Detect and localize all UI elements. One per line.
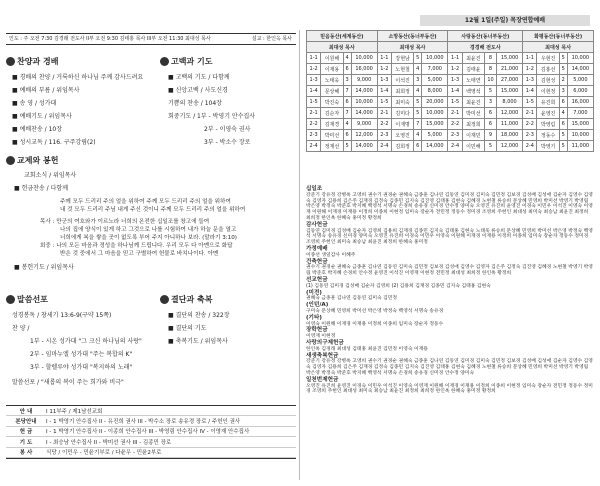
offering-heading: 새생축복헌금 — [306, 352, 339, 359]
preacher: 설교 : 한인옥 목사 — [251, 36, 292, 42]
giving-cell: 유진희 — [537, 97, 559, 108]
offering-heading: 십일조 — [306, 186, 323, 192]
giving-cell: 이재명 — [391, 119, 413, 130]
bullet-icon — [6, 156, 15, 165]
service-roles-table — [6, 405, 296, 459]
giving-cell: 1-3 — [448, 75, 462, 86]
date-title: 12월 1일(주일) 목장연합예배 — [420, 15, 590, 26]
verse-line: 회중 : 나의 모든 마음과 정성을 하나님께 드립니다. 우리 모두 다 아멘으로 화답 — [40, 243, 233, 249]
offering-names: 김동연 김미경 김성배 김순자 김영희 김용희 김재경 김종민 김지숙 김태홍 김현숙 노태욱 류승희 문상혜 민영희 박미선 박은영 박정숙 백영석 서명숙 송유경 신미경 양미숙 오영진 유진희 이경숙 이민우 이영숙 이원해 이재경 이재용 이정희 이종희 임미숙 장순자 정동수 정미경 조영희 주헌인 최미숙 최승남 최윤진 최정희 한혜숙 홍미정 — [306, 228, 593, 246]
group-header: 사랑동산(동너부동산) — [448, 31, 523, 42]
giving-cell: 1-2 — [523, 64, 537, 75]
section-blessing-title: 결단과 축복 — [160, 294, 212, 305]
praise-item: ■ 송 영 / 성가대 — [12, 100, 57, 107]
giving-cell: 최희정 — [391, 86, 413, 97]
giving-cell: 1-1 — [523, 53, 537, 64]
giving-row — [307, 130, 594, 141]
pastor-header: 최대성 목사 — [377, 42, 448, 53]
column-divider — [299, 30, 300, 480]
bullet-icon — [160, 295, 169, 304]
giving-cell: 김홍선 — [537, 64, 559, 75]
offering-list — [306, 186, 594, 395]
giving-cell: 5 — [559, 53, 567, 64]
giving-cell: 7,000 — [422, 64, 448, 75]
offering-names: (1) 김동연 김미경 김성배 김순자 김영희 (2) 김용희 김재경 김종민 김지숙 김태홍 김현숙 — [306, 283, 491, 289]
giving-cell: 12,000 — [497, 108, 523, 119]
giving-cell: 최윤진 — [462, 97, 484, 108]
offering-names: 이종선 생일감사 이혜주 — [306, 252, 356, 258]
giving-cell: 1-5 — [523, 97, 537, 108]
giving-cell: 5 — [414, 53, 422, 64]
giving-cell: 1-2 — [377, 64, 391, 75]
giving-cell: 박영림 — [537, 119, 559, 130]
giving-cell: 7,000 — [567, 108, 593, 119]
giving-cell: 1-5 — [307, 97, 321, 108]
giving-cell: 7 — [343, 108, 351, 119]
offering-names: 이영숙 이원해 이재경 이재용 이정희 이종희 임미숙 장순자 정동수 — [306, 321, 444, 327]
giving-cell: 이재민 — [462, 130, 484, 141]
role-row: 헌 금 I - 1 박영기 안수집사 II - 이종희 안수집사 III - 박영림 안수집사 IV - 이영재 안수집사 — [6, 427, 296, 437]
giving-cell: 2-2 — [307, 119, 321, 130]
giving-cell: 12,000 — [497, 141, 523, 152]
giving-cell: 20,000 — [422, 97, 448, 108]
giving-row — [307, 119, 594, 130]
giving-row — [307, 64, 594, 75]
giving-cell: 9,000 — [351, 75, 377, 86]
giving-cell: 1-1 — [448, 53, 462, 64]
offering-heading: 건축헌금 — [306, 258, 328, 265]
verse-line: 목사 : 만군의 여호와가 이르노라 너희의 온전한 십일조를 창고에 들여 — [40, 219, 210, 225]
giving-cell: 15,000 — [567, 119, 593, 130]
giving-cell: 박미선 — [321, 130, 343, 141]
service-leaders: 인도 : 주 오전 7:30 김경래 전도사 II부 오전 9:30 김태홍 목사 III부 오전 11:30 최대성 목사 — [9, 36, 211, 42]
giving-cell: 박미선 — [462, 108, 484, 119]
word-item: 성경봉독 / 창세기 13:6-9(구약 15쪽) — [12, 312, 112, 319]
prayer-item: 2부 - 이영숙 권사 — [204, 126, 251, 133]
giving-row — [307, 141, 594, 152]
giving-cell: 7 — [343, 86, 351, 97]
giving-cell: 14,000 — [351, 86, 377, 97]
giving-cell: 6 — [343, 97, 351, 108]
offering-names: 구미숙 문상혜 민영희 박미선 박은영 박정숙 백영석 서명숙 송유경 — [306, 308, 444, 314]
giving-cell: 5 — [485, 86, 497, 97]
giving-cell: 이민해 — [462, 141, 484, 152]
giving-cell: 15,000 — [422, 119, 448, 130]
bullet-icon — [6, 57, 15, 66]
offering-heading: (기타) — [306, 314, 322, 321]
giving-cell: 2-1 — [377, 108, 391, 119]
giving-cell: 박진숙 — [321, 97, 343, 108]
giving-cell: 8 — [485, 53, 497, 64]
verse-line: 너희에게 복을 쌓을 곳이 없도록 부어 주지 아니하나 보라. (말라기 3:10) — [60, 235, 237, 241]
praise-item: ■ 성시교독 / 116. 구주강림(2) — [12, 139, 96, 146]
pastor-header: 최대성 목사 — [523, 42, 594, 53]
giving-cell: 8 — [485, 64, 497, 75]
giving-row — [307, 97, 594, 108]
giving-cell: 5 — [559, 130, 567, 141]
giving-cell: 우현진 — [537, 53, 559, 64]
offering-heading: 일천번제헌금 — [306, 376, 339, 383]
giving-cell: 김현성 — [537, 75, 559, 86]
giving-cell: 6 — [343, 130, 351, 141]
giving-cell: 5 — [343, 141, 351, 152]
praise-item: ■ 예배찬송 / 10장 — [12, 126, 63, 133]
giving-cell: 2-4 — [448, 141, 462, 152]
giving-cell: 윤영진 — [537, 108, 559, 119]
word-item: 2부 - 임마누엘 성가대 "주는 복합의 K" — [30, 351, 133, 358]
giving-cell: 2-3 — [307, 130, 321, 141]
giving-cell: 5,000 — [567, 75, 593, 86]
group-header: 화평동산(동너부동산) — [523, 31, 594, 42]
offering-heading: 선교헌금 — [306, 276, 328, 283]
giving-cell: 4 — [559, 108, 567, 119]
giving-cell: 2-4 — [307, 141, 321, 152]
giving-cell: 2-2 — [377, 119, 391, 130]
giving-cell: 김희정 — [391, 141, 413, 152]
prayer-item: 기쁨의 찬송 / 104장 — [168, 100, 222, 107]
giving-cell: 14,000 — [422, 141, 448, 152]
prayer-item: 3부 - 박소수 장로 — [204, 139, 251, 146]
left-panel — [0, 0, 298, 486]
giving-cell: 10 — [485, 75, 497, 86]
giving-cell: 1-4 — [523, 86, 537, 97]
giving-cell: 2-1 — [448, 108, 462, 119]
giving-table — [306, 30, 594, 152]
giving-cell: 2-3 — [523, 130, 537, 141]
giving-cell: 11,000 — [567, 141, 593, 152]
role-row: 봉 사 식당 / 이민우 - 민윤기부로 / 다윤우 - 민윤2부로 — [6, 448, 296, 458]
giving-cell: 문상혜 — [321, 86, 343, 97]
praise-item: ■ 예배의 부름 / 위임목사 — [12, 87, 80, 94]
giving-cell: 박영기 — [537, 141, 559, 152]
word-item: 찬 양 / — [12, 325, 30, 332]
giving-cell: 2-2 — [523, 119, 537, 130]
giving-cell: 4 — [414, 130, 422, 141]
hymn-line: 내 것 모두 드리리 주님 내게 주신 것이니 주께 모두 드리리 주의 얼을 위하여 — [60, 207, 246, 213]
giving-cell: 6 — [485, 108, 497, 119]
giving-cell: 9 — [485, 130, 497, 141]
offering-names: 강준기 강유정 강병옥 고영희 권수기 권경순 권혜숙 금종훈 김나연 김동연 김미경 김미숙 김민정 김보경 김성배 김성애 김순자 김영수 김영숙 김영자 김용희 김은주 김재경 김정숙 김종민 김지숙 김진영 김태홍 김현숙 김혜경 노현철 류승희 문상혜 민영희 박미선 박영기 박영림 박은영 박정숙 박준호 박지혜 백영석 서명숙 손경희 송유경 신미경 안수정 양미숙 오영진 유진희 윤영진 이경숙 이민우 이석진 이영숙 이영재 이원해 이재경 이재용 이정희 이종희 이현정 임미숙 장순자 전민정 정동수 정미경 조영희 주헌인 최대성 최미숙 최승남 최윤진 최정희 최희정 한인옥 한혜숙 홍미정 황정희 — [306, 192, 593, 221]
giving-cell: 4 — [343, 119, 351, 130]
fellowship-item: 교회소식 / 위임목사 — [24, 172, 77, 179]
giving-cell: 1-3 — [307, 75, 321, 86]
giving-cell: 15,000 — [497, 53, 523, 64]
giving-cell: 백영석 — [462, 86, 484, 97]
giving-cell: 1-5 — [448, 97, 462, 108]
giving-cell: 10,000 — [351, 53, 377, 64]
offertory-prayer: ■ 봉헌기도 / 위임목사 — [14, 264, 74, 271]
giving-cell: 노태연 — [462, 75, 484, 86]
giving-cell: 5,000 — [422, 75, 448, 86]
prayer-item: ■ 고백의 기도 / 다함께 — [168, 74, 230, 81]
offering-names: 권혜숙 금종훈 김나연 김동연 김미숙 김민정 — [306, 296, 398, 302]
giving-body — [307, 53, 594, 152]
giving-cell: 7 — [414, 119, 422, 130]
giving-cell: 2-3 — [377, 130, 391, 141]
giving-cell: 10,000 — [567, 53, 593, 64]
giving-cell: 6 — [559, 119, 567, 130]
giving-cell: 10,000 — [422, 108, 448, 119]
giving-cell: 1-5 — [377, 97, 391, 108]
giving-cell: 4 — [343, 53, 351, 64]
giving-cell: 5 — [485, 141, 497, 152]
pastor-header: 경경배 전도사 — [448, 42, 523, 53]
giving-cell: 정재선 — [321, 141, 343, 152]
giving-cell: 1-4 — [377, 86, 391, 97]
giving-cell: 3 — [485, 97, 497, 108]
giving-cell: 14,000 — [351, 141, 377, 152]
giving-cell: 김순자 — [321, 108, 343, 119]
prayer-item: 회중기도 / 1부 - 박영기 안수집사 — [168, 113, 256, 120]
group-header: 믿음동산(세계동산) — [307, 31, 378, 42]
giving-cell: 3 — [559, 86, 567, 97]
giving-cell: 노태욱 — [321, 75, 343, 86]
giving-cell: 14,000 — [567, 64, 593, 75]
giving-cell: 5 — [559, 141, 567, 152]
giving-row — [307, 86, 594, 97]
giving-cell: 5,000 — [422, 130, 448, 141]
giving-cell: 21,000 — [497, 64, 523, 75]
giving-cell: 정동수 — [537, 130, 559, 141]
blessing-item: ■ 결단의 기도 — [168, 325, 207, 332]
giving-cell: 8,000 — [497, 97, 523, 108]
giving-cell: 6 — [414, 141, 422, 152]
offering-names: 오영진 유진희 윤영진 이경숙 이민우 이석진 이영숙 이영재 이원해 이재경 이재용 이정희 이종희 이현정 임미숙 장순자 전민정 정동수 정미경 조영희 주헌인 최대성 최미숙 최승남 최윤진 최정희 최희정 한인옥 한혜숙 홍미정 황정희 — [306, 383, 593, 395]
giving-row — [307, 108, 594, 119]
offering-heading: 사랑의구제헌금 — [306, 339, 344, 346]
giving-cell: 노현철 — [391, 64, 413, 75]
giving-cell: 16,000 — [351, 64, 377, 75]
word-item: 3부 - 할렐루야 성가대 "복지하의 노래" — [30, 364, 133, 371]
verse-line: 받은 것 중에서 그 마음을 믿고 구별하여 헌물로 바치나이다. 아멘 — [60, 251, 219, 257]
section-prayer-title: 고백과 기도 — [160, 56, 212, 67]
giving-cell: 6 — [485, 119, 497, 130]
offering-heading: 장학헌금 — [306, 327, 328, 334]
hymn-line: 주께 모두 드리리 주의 얼을 위하여 주께 모두 드리리 주의 얼을 위하여 — [60, 199, 231, 205]
giving-cell: 최윤진 — [462, 53, 484, 64]
giving-cell: 1-4 — [448, 86, 462, 97]
group-header: 소망동산(동너부동산) — [377, 31, 448, 42]
giving-cell: 2-4 — [377, 141, 391, 152]
blessing-item: ■ 결단의 찬송 / 322장 — [168, 312, 230, 319]
offering-heading: 가정예배 — [306, 245, 328, 252]
giving-cell: 1-3 — [377, 75, 391, 86]
giving-cell: 10,000 — [422, 53, 448, 64]
giving-cell: 1-3 — [523, 75, 537, 86]
bullet-icon — [6, 295, 15, 304]
word-item: 1부 - 시온 성가대 "그 크신 하나님의 사랑" — [30, 338, 142, 345]
giving-cell: 11,000 — [497, 119, 523, 130]
giving-cell: 2-1 — [523, 108, 537, 119]
giving-cell: 이석진 — [391, 75, 413, 86]
giving-cell: 김재경 — [321, 119, 343, 130]
praise-item: ■ 예배기도 / 위임목사 — [12, 113, 72, 120]
giving-cell: 2-3 — [448, 130, 462, 141]
giving-cell: 8,000 — [422, 86, 448, 97]
giving-cell: 18,000 — [497, 130, 523, 141]
giving-cell: 1-2 — [307, 64, 321, 75]
giving-cell: 이원해 — [321, 53, 343, 64]
giving-cell: 김태윤 — [462, 64, 484, 75]
pastor-header: 최대성 목사 — [307, 42, 378, 53]
word-item: 말씀선포 / "새롭의 복이 주는 희가와 비극" — [12, 379, 124, 386]
giving-cell: 이현정 — [537, 86, 559, 97]
section-word-title: 말씀선포 — [6, 294, 48, 305]
giving-cell: 6,000 — [567, 86, 593, 97]
giving-row — [307, 53, 594, 64]
giving-cell: 4 — [414, 86, 422, 97]
giving-cell: 15,000 — [497, 86, 523, 97]
giving-cell: 김미다 — [391, 108, 413, 119]
offering-heading: (미전) — [306, 289, 322, 296]
section-praise-title: 찬양과 경배 — [6, 56, 58, 67]
giving-cell: 5 — [414, 108, 422, 119]
giving-cell: 이재용 — [321, 64, 343, 75]
giving-cell: 1-1 — [307, 53, 321, 64]
giving-cell: 3 — [414, 75, 422, 86]
offering-names: 권수기 권경순 권혜숙 금종훈 김나연 김동연 김미숙 김민정 김보경 김성애 김영수 김영자 김은주 김정숙 김진영 김혜경 노현철 박영기 박영림 박준호 박지혜 손경희 안수정 윤영진 이석진 이영재 이현정 전민정 최대성 최희정 한인옥 황정희 — [306, 265, 593, 277]
giving-cell: 5 — [559, 64, 567, 75]
giving-cell: 4 — [414, 64, 422, 75]
prayer-item: ■ 신앙고백 / 사도신경 — [168, 87, 228, 94]
giving-cell: 6 — [343, 64, 351, 75]
offering-heading: 감사헌금 — [306, 221, 328, 228]
giving-cell: 2-4 — [523, 141, 537, 152]
giving-cell: 10,000 — [567, 130, 593, 141]
giving-cell: 최정희 — [462, 119, 484, 130]
hymn-and-verse — [0, 196, 298, 296]
giving-cell: 1-4 — [307, 86, 321, 97]
giving-row — [307, 75, 594, 86]
giving-cell: 10,000 — [351, 97, 377, 108]
role-row: 본당안내 I - 1 박영기 안수집사 II - 유진희 권사 III - 박수소 장로 송유경 장로 / 주헌인 권사 — [6, 416, 296, 426]
giving-cell: 오영진 — [391, 130, 413, 141]
verse-line: 나의 집에 양식이 있게 하고 그것으로 나를 시험하여 내가 하늘 문을 열고 — [60, 227, 237, 233]
giving-cell: 27,000 — [497, 75, 523, 86]
praise-item: ■ 경배의 찬양 / 거룩하신 하나님 주께 감사드려요 — [12, 74, 144, 81]
giving-cell: 2-2 — [448, 119, 462, 130]
offering-names: 강준기 강유정 강병옥 고영희 권수기 권경순 권혜숙 금종훈 김나연 김동연 김미경 김미숙 김민정 김보경 김성배 김성애 김순자 김영수 김영숙 김영자 김용희 김은주 김재경 김정숙 김종민 김지숙 김진영 김태홍 김현숙 김혜경 노현철 류승희 문상혜 민영희 박미선 박영기 박영림 박은영 박정숙 박준호 박지혜 백영석 서명숙 손경희 송유경 신미경 안수정 양미숙 — [306, 359, 593, 376]
role-row: 안 내 I 11부주 / 제1남선교회 — [6, 406, 296, 416]
offering-heading: (인턴/A) — [306, 302, 329, 309]
giving-cell: 14,000 — [351, 108, 377, 119]
giving-cell: 최미숙 — [391, 97, 413, 108]
worship-leaders — [6, 33, 296, 45]
giving-cell: 강현남 — [391, 53, 413, 64]
giving-cell: 5 — [414, 97, 422, 108]
role-row: 기 도 I - 최승남 안수집사 II - 박미선 권사 III - 김종민 장로 — [6, 437, 296, 447]
giving-cell: 12,000 — [351, 130, 377, 141]
blessing-item: ■ 축복기도 / 위임목사 — [168, 338, 228, 345]
giving-cell: 1-2 — [448, 64, 462, 75]
giving-cell: 3 — [343, 75, 351, 86]
bullet-icon — [160, 57, 169, 66]
offering-names: 이영재 이현정 — [306, 334, 336, 340]
fellowship-item: ■ 헌금찬송 / 다함께 — [14, 185, 68, 192]
giving-cell: 1-1 — [377, 53, 391, 64]
giving-cell: 6 — [559, 97, 567, 108]
giving-cell: 9,000 — [351, 119, 377, 130]
offering-names: 한인옥 김경래 최대성 김태홍 최윤진 김민정 이영숙 이재용 — [306, 346, 428, 352]
giving-cell: 16,000 — [567, 97, 593, 108]
giving-cell: 2-1 — [307, 108, 321, 119]
section-fellowship-title: 교제와 봉헌 — [6, 155, 58, 166]
giving-cell: 2 — [559, 75, 567, 86]
